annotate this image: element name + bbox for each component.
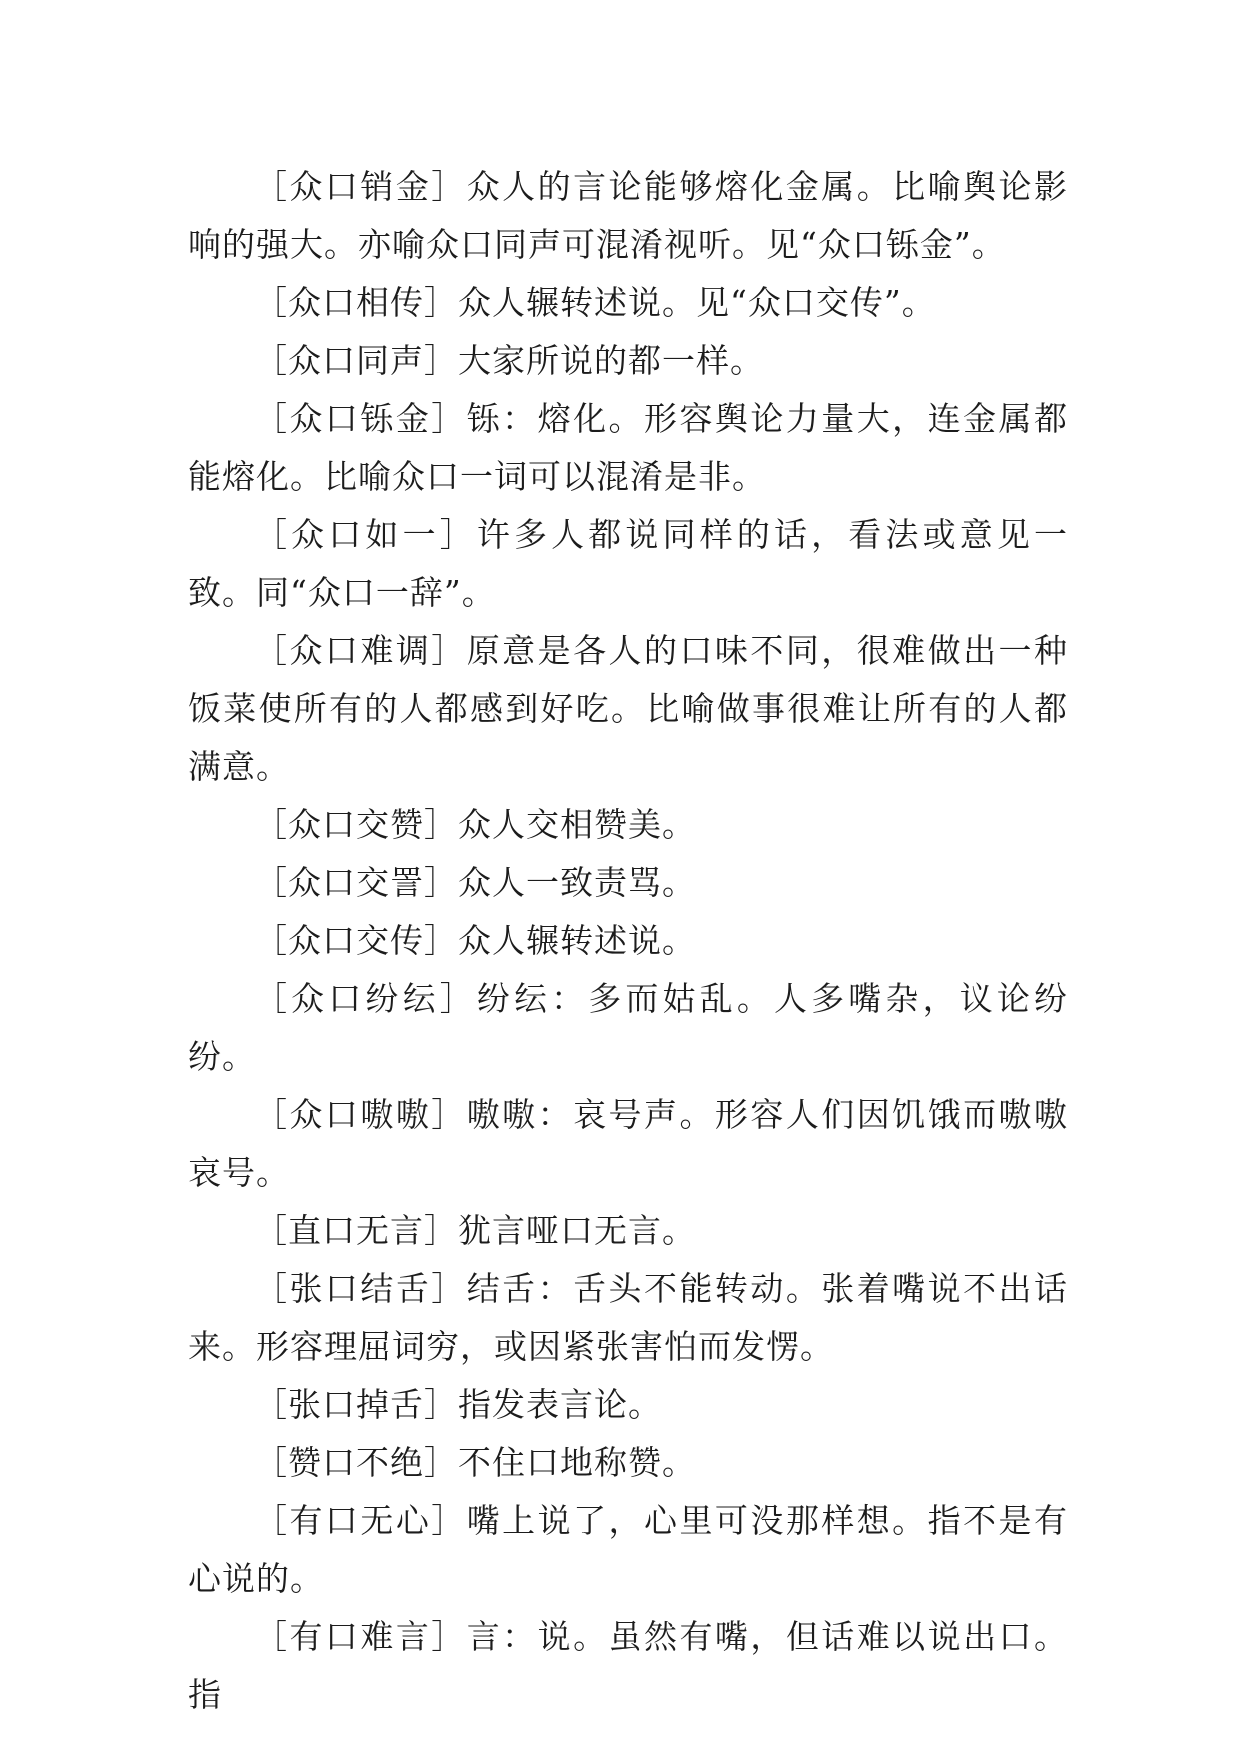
entry-zhong-kou-fen-yun: ［众口纷纭］纷纭：多而姑乱。人多嘴杂，议论纷纷。: [188, 979, 1068, 1076]
entry-zhang-kou-diao-she: ［张口掉舌］指发表言论。: [254, 1385, 662, 1424]
entry-zhang-kou-jie-she: ［张口结舌］结舌：舌头不能转动。张着嘴说不出话来。形容理屈词穷，或因紧张害怕而发愣。: [188, 1269, 1068, 1366]
entry-zhong-kou-ao-ao: ［众口嗷嗷］嗷嗷：哀号声。形容人们因饥饿而嗷嗷哀号。: [188, 1095, 1068, 1192]
entry-zhong-kou-jiao-chuan: ［众口交传］众人辗转述说。: [254, 921, 696, 960]
entry-zhong-kou-nan-tiao: ［众口难调］原意是各人的口味不同，很难做出一种饭菜使所有的人都感到好吃。比喻做事很难让所有的人都满意。: [188, 631, 1068, 786]
entry-zhong-kou-xiang-chuan: ［众口相传］众人辗转述说。见“众口交传”。: [254, 283, 936, 322]
dictionary-entries: [188, 158, 1068, 1724]
entry-you-kou-wu-xin: ［有口无心］嘴上说了，心里可没那样想。指不是有心说的。: [188, 1501, 1068, 1598]
entry-zan-kou-bu-jue: ［赞口不绝］不住口地称赞。: [254, 1443, 696, 1482]
entry-zhong-kou-jiao-zan: ［众口交赞］众人交相赞美。: [254, 805, 696, 844]
entry-zhong-kou-jiao-li: ［众口交詈］众人一致责骂。: [254, 863, 696, 902]
entry-zhong-kou-tong-sheng: ［众口同声］大家所说的都一样。: [254, 341, 764, 380]
entry-zhi-kou-wu-yan: ［直口无言］犹言哑口无言。: [254, 1211, 696, 1250]
entry-zhong-kou-shuo-jin: ［众口铄金］铄：熔化。形容舆论力量大，连金属都能熔化。比喻众口一词可以混淆是非。: [188, 399, 1068, 496]
entry-zhong-kou-xiao-jin: ［众口销金］众人的言论能够熔化金属。比喻舆论影响的强大。亦喻众口同声可混淆视听。见“众口铄金”。: [188, 167, 1068, 264]
entry-zhong-kou-ru-yi: ［众口如一］许多人都说同样的话，看法或意见一致。同“众口一辞”。: [188, 515, 1068, 612]
entry-you-kou-nan-yan: ［有口难言］言：说。虽然有嘴，但话难以说出口。指: [188, 1617, 1068, 1714]
